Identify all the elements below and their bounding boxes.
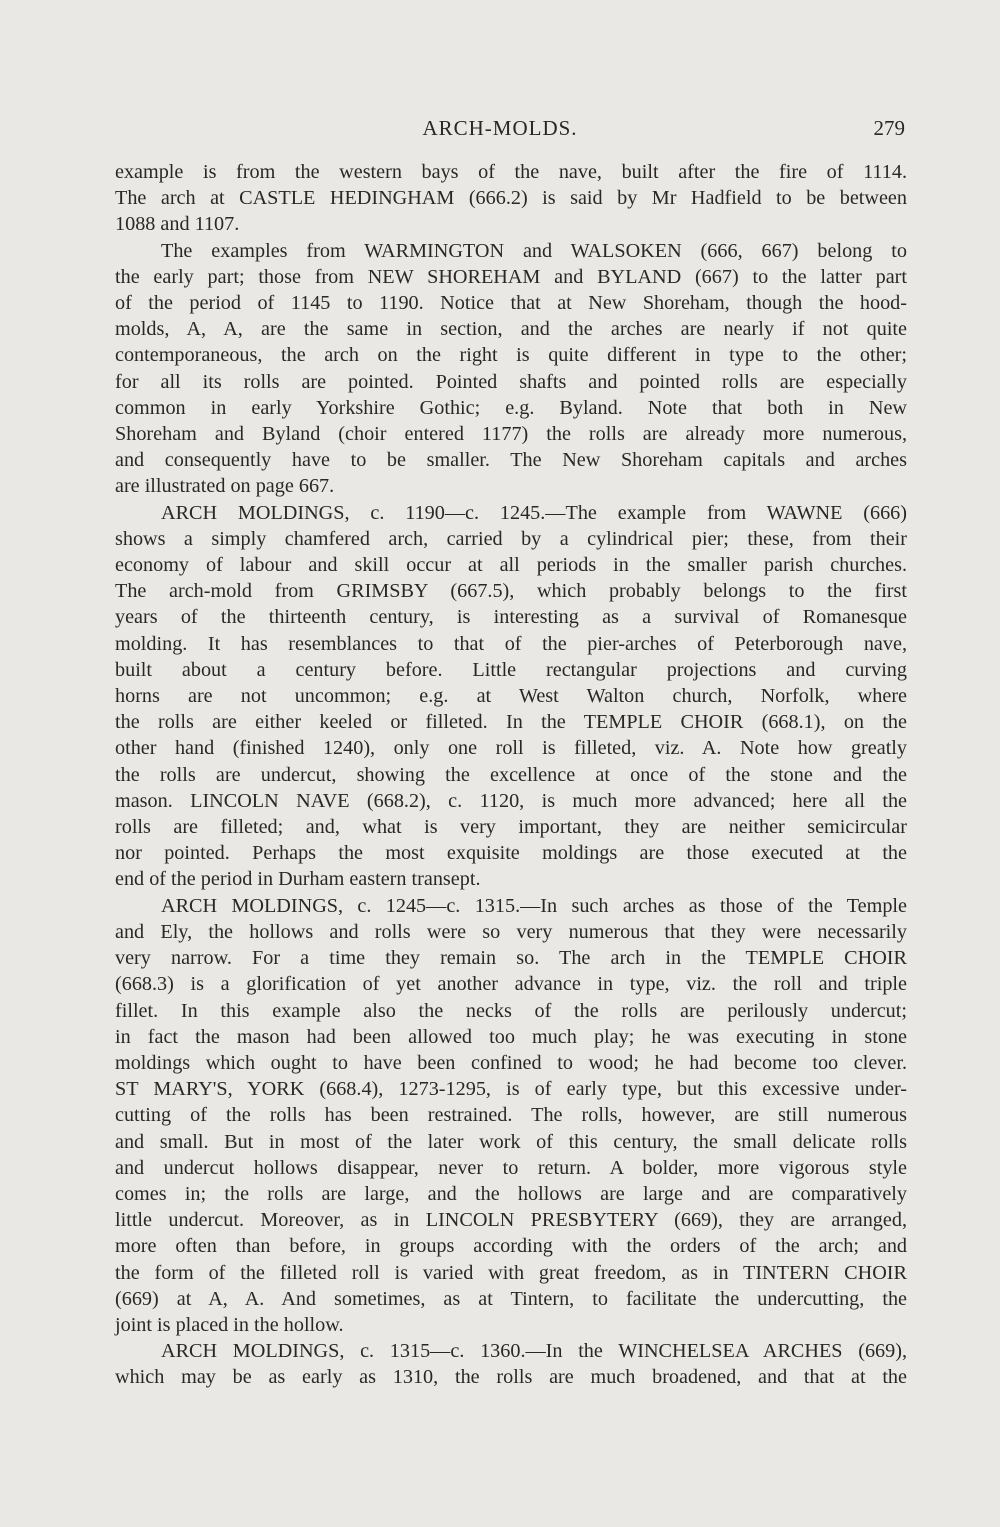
text-line: end of the period in Durham eastern transept.	[115, 868, 481, 891]
text-line: (668.3) is a glorification of yet another advance in type, viz. the roll and triple	[115, 973, 907, 996]
text-line: joint is placed in the hollow.	[115, 1313, 344, 1336]
text-line: the form of the filleted roll is varied with great freedom, as in TINTERN CHOIR	[115, 1261, 907, 1284]
text-line: 1088 and 1107.	[115, 213, 240, 236]
text-line: contemporaneous, the arch on the right is quite different in type to the other;	[115, 344, 907, 367]
text-line: (669) at A, A. And sometimes, as at Tintern, to facilitate the undercutting, the	[115, 1287, 907, 1310]
text-line: and Ely, the hollows and rolls were so very numerous that they were necessarily	[115, 920, 907, 943]
text-line: nor pointed. Perhaps the most exquisite moldings are those executed at the	[115, 842, 907, 865]
page-number: 279	[873, 116, 905, 140]
text-line: other hand (finished 1240), only one roll is filleted, viz. A. Note how greatly	[115, 737, 907, 760]
text-line: moldings which ought to have been confined to wood; he had become too clever.	[115, 1051, 907, 1074]
text-line: are illustrated on page 667.	[115, 475, 335, 498]
text-line: ST MARY'S, YORK (668.4), 1273-1295, is of early type, but this excessive under-	[115, 1078, 907, 1101]
text-line: shows a simply chamfered arch, carried by a cylindrical pier; these, from their	[115, 527, 907, 550]
text-line: Shoreham and Byland (choir entered 1177) the rolls are already more numerous,	[115, 423, 907, 446]
text-line: and undercut hollows disappear, never to return. A bolder, more vigorous style	[115, 1156, 907, 1179]
text-line: The arch at CASTLE HEDINGHAM (666.2) is said by Mr Hadfield to be between	[115, 187, 907, 210]
text-line: The examples from WARMINGTON and WALSOKEN (666, 667) belong to	[161, 239, 907, 262]
text-line: mason. LINCOLN NAVE (668.2), c. 1120, is much more advanced; here all the	[115, 789, 907, 812]
text-line: molds, A, A, are the same in section, and the arches are nearly if not quite	[115, 318, 907, 341]
text-line: cutting of the rolls has been restrained. The rolls, however, are still numerous	[115, 1104, 907, 1127]
text-line: very narrow. For a time they remain so. The arch in the TEMPLE CHOIR	[115, 947, 907, 970]
text-line: for all its rolls are pointed. Pointed shafts and pointed rolls are especially	[115, 370, 907, 393]
text-line: which may be as early as 1310, the rolls are much broadened, and that at the	[115, 1366, 907, 1389]
text-line: molding. It has resemblances to that of the pier-arches of Peterborough nave,	[115, 632, 907, 655]
text-line: the rolls are either keeled or filleted. In the TEMPLE CHOIR (668.1), on the	[115, 711, 907, 734]
text-line: horns are not uncommon; e.g. at West Walton church, Norfolk, where	[115, 685, 907, 708]
text-line: little undercut. Moreover, as in LINCOLN PRESBYTERY (669), they are arranged,	[115, 1209, 907, 1232]
text-line: rolls are filleted; and, what is very important, they are neither semicircular	[115, 816, 907, 839]
page-header	[0, 112, 1000, 142]
text-line: of the period of 1145 to 1190. Notice that at New Shoreham, though the hood-	[115, 292, 907, 315]
text-line: ARCH MOLDINGS, c. 1245—c. 1315.—In such arches as those of the Temple	[161, 894, 907, 917]
text-line: example is from the western bays of the nave, built after the fire of 1114.	[115, 161, 907, 183]
text-line: economy of labour and skill occur at all periods in the smaller parish churches.	[115, 554, 907, 577]
text-line: common in early Yorkshire Gothic; e.g. Byland. Note that both in New	[115, 396, 907, 419]
text-line: fillet. In this example also the necks of the rolls are perilously undercut;	[115, 999, 907, 1022]
text-line: more often than before, in groups according with the orders of the arch; and	[115, 1235, 907, 1258]
text-line: and consequently have to be smaller. The New Shoreham capitals and arches	[115, 449, 907, 472]
text-line: The arch-mold from GRIMSBY (667.5), which probably belongs to the first	[115, 580, 907, 603]
text-line: built about a century before. Little rectangular projections and curving	[115, 658, 907, 681]
text-line: comes in; the rolls are large, and the hollows are large and are comparatively	[115, 1182, 907, 1205]
text-line: years of the thirteenth century, is interesting as a survival of Romanesque	[115, 606, 907, 629]
text-line: ARCH MOLDINGS, c. 1315—c. 1360.—In the WINCHELSEA ARCHES (669),	[161, 1340, 907, 1363]
text-line: the early part; those from NEW SHOREHAM and BYLAND (667) to the latter part	[115, 265, 907, 288]
text-line: the rolls are undercut, showing the excellence at once of the stone and the	[115, 763, 907, 786]
text-line: and small. But in most of the later work of this century, the small delicate rolls	[115, 1130, 907, 1153]
body-text	[115, 159, 907, 1391]
text-line: ARCH MOLDINGS, c. 1190—c. 1245.—The example from WAWNE (666)	[161, 501, 907, 524]
text-line: in fact the mason had been allowed too much play; he was executing in stone	[115, 1025, 907, 1048]
running-title: ARCH-MOLDS.	[422, 116, 578, 140]
